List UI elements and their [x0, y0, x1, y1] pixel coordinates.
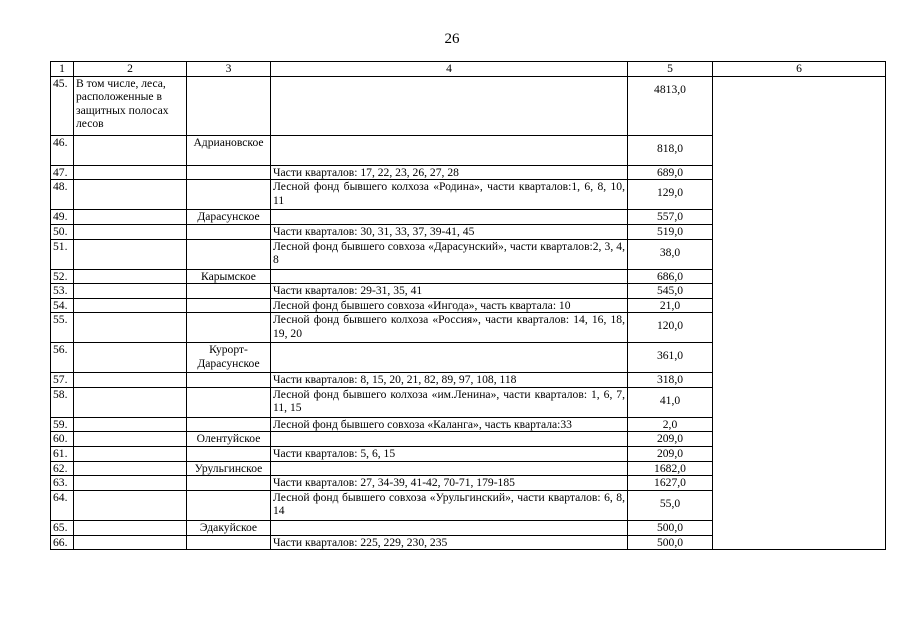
- row-number: 63.: [51, 476, 74, 491]
- area-cell: 519,0: [628, 225, 713, 240]
- locality-cell: Адриановское: [187, 135, 271, 165]
- category-cell: [74, 520, 187, 535]
- locality-cell: [187, 417, 271, 432]
- category-cell: [74, 461, 187, 476]
- description-cell: Части кварталов: 27, 34-39, 41-42, 70-71, 179-185: [271, 476, 628, 491]
- area-cell: 55,0: [628, 490, 713, 520]
- locality-cell: [187, 476, 271, 491]
- row-number: 57.: [51, 373, 74, 388]
- row-number: 53.: [51, 284, 74, 299]
- column-header: 5: [628, 62, 713, 77]
- area-cell: 38,0: [628, 239, 713, 269]
- category-cell: В том числе, леса, расположенные в защитных полосах лесов: [74, 76, 187, 135]
- area-cell: 361,0: [628, 343, 713, 373]
- column-header: 4: [271, 62, 628, 77]
- row-number: 64.: [51, 490, 74, 520]
- row-number: 55.: [51, 313, 74, 343]
- row-number: 46.: [51, 135, 74, 165]
- description-cell: Части кварталов: 30, 31, 33, 37, 39-41, 45: [271, 225, 628, 240]
- row-number: 62.: [51, 461, 74, 476]
- row-number: 65.: [51, 520, 74, 535]
- locality-cell: [187, 76, 271, 135]
- description-cell: Части кварталов: 5, 6, 15: [271, 446, 628, 461]
- category-cell: [74, 239, 187, 269]
- category-cell: [74, 298, 187, 313]
- locality-cell: [187, 373, 271, 388]
- description-cell: Лесной фонд бывшего колхоза «им.Ленина», части кварталов: 1, 6, 7, 11, 15: [271, 387, 628, 417]
- locality-cell: [187, 180, 271, 210]
- category-cell: [74, 535, 187, 550]
- area-cell: 1682,0: [628, 461, 713, 476]
- description-cell: [271, 343, 628, 373]
- category-cell: [74, 387, 187, 417]
- row-number: 58.: [51, 387, 74, 417]
- locality-cell: [187, 313, 271, 343]
- row-number: 61.: [51, 446, 74, 461]
- description-cell: [271, 520, 628, 535]
- category-cell: [74, 373, 187, 388]
- row-number: 66.: [51, 535, 74, 550]
- category-cell: [74, 180, 187, 210]
- description-cell: [271, 210, 628, 225]
- row-number: 59.: [51, 417, 74, 432]
- description-cell: [271, 76, 628, 135]
- locality-cell: [187, 490, 271, 520]
- description-cell: Лесной фонд бывшего колхоза «Родина», части кварталов:1, 6, 8, 10, 11: [271, 180, 628, 210]
- area-cell: 689,0: [628, 165, 713, 180]
- locality-cell: Эдакуйское: [187, 520, 271, 535]
- locality-cell: Дарасунское: [187, 210, 271, 225]
- description-cell: [271, 269, 628, 284]
- description-cell: Лесной фонд бывшего совхоза «Каланга», часть квартала:33: [271, 417, 628, 432]
- area-cell: 500,0: [628, 520, 713, 535]
- description-cell: [271, 432, 628, 447]
- notes-cell: [713, 76, 886, 550]
- category-cell: [74, 210, 187, 225]
- locality-cell: Урульгинское: [187, 461, 271, 476]
- area-cell: 686,0: [628, 269, 713, 284]
- area-cell: 318,0: [628, 373, 713, 388]
- description-cell: [271, 135, 628, 165]
- area-cell: 21,0: [628, 298, 713, 313]
- locality-cell: Олентуйское: [187, 432, 271, 447]
- column-header: 1: [51, 62, 74, 77]
- area-cell: 557,0: [628, 210, 713, 225]
- area-cell: 1627,0: [628, 476, 713, 491]
- column-header: 2: [74, 62, 187, 77]
- area-cell: 129,0: [628, 180, 713, 210]
- area-cell: 209,0: [628, 446, 713, 461]
- row-number: 47.: [51, 165, 74, 180]
- locality-cell: Карымское: [187, 269, 271, 284]
- page-number: 26: [444, 31, 460, 47]
- locality-cell: Курорт-Дарасунское: [187, 343, 271, 373]
- area-cell: 120,0: [628, 313, 713, 343]
- category-cell: [74, 476, 187, 491]
- locality-cell: [187, 165, 271, 180]
- area-cell: 41,0: [628, 387, 713, 417]
- category-cell: [74, 225, 187, 240]
- header-row: [51, 62, 886, 77]
- category-cell: [74, 313, 187, 343]
- description-cell: Части кварталов: 29-31, 35, 41: [271, 284, 628, 299]
- description-cell: Лесной фонд бывшего совхоза «Дарасунский», части кварталов:2, 3, 4, 8: [271, 239, 628, 269]
- row-number: 60.: [51, 432, 74, 447]
- table-row: [51, 76, 886, 135]
- area-cell: 4813,0: [628, 76, 713, 135]
- description-cell: Лесной фонд бывшего совхоза «Урульгинский», части кварталов: 6, 8, 14: [271, 490, 628, 520]
- row-number: 50.: [51, 225, 74, 240]
- locality-cell: [187, 239, 271, 269]
- category-cell: [74, 446, 187, 461]
- area-cell: 2,0: [628, 417, 713, 432]
- category-cell: [74, 269, 187, 284]
- category-cell: [74, 165, 187, 180]
- forest-table: [50, 61, 886, 550]
- row-number: 54.: [51, 298, 74, 313]
- row-number: 52.: [51, 269, 74, 284]
- category-cell: [74, 432, 187, 447]
- area-cell: 818,0: [628, 135, 713, 165]
- column-header: 6: [713, 62, 886, 77]
- category-cell: [74, 490, 187, 520]
- description-cell: [271, 461, 628, 476]
- area-cell: 500,0: [628, 535, 713, 550]
- locality-cell: [187, 446, 271, 461]
- description-cell: Части кварталов: 225, 229, 230, 235: [271, 535, 628, 550]
- locality-cell: [187, 225, 271, 240]
- locality-cell: [187, 387, 271, 417]
- locality-cell: [187, 535, 271, 550]
- column-header: 3: [187, 62, 271, 77]
- row-number: 49.: [51, 210, 74, 225]
- row-number: 48.: [51, 180, 74, 210]
- description-cell: Лесной фонд бывшего колхоза «Россия», части кварталов: 14, 16, 18, 19, 20: [271, 313, 628, 343]
- area-cell: 209,0: [628, 432, 713, 447]
- row-number: 45.: [51, 76, 74, 135]
- row-number: 56.: [51, 343, 74, 373]
- row-number: 51.: [51, 239, 74, 269]
- locality-cell: [187, 298, 271, 313]
- category-cell: [74, 284, 187, 299]
- category-cell: [74, 417, 187, 432]
- category-cell: [74, 343, 187, 373]
- description-cell: Лесной фонд бывшего совхоза «Ингода», часть квартала: 10: [271, 298, 628, 313]
- description-cell: Части кварталов: 17, 22, 23, 26, 27, 28: [271, 165, 628, 180]
- category-cell: [74, 135, 187, 165]
- locality-cell: [187, 284, 271, 299]
- area-cell: 545,0: [628, 284, 713, 299]
- description-cell: Части кварталов: 8, 15, 20, 21, 82, 89, 97, 108, 118: [271, 373, 628, 388]
